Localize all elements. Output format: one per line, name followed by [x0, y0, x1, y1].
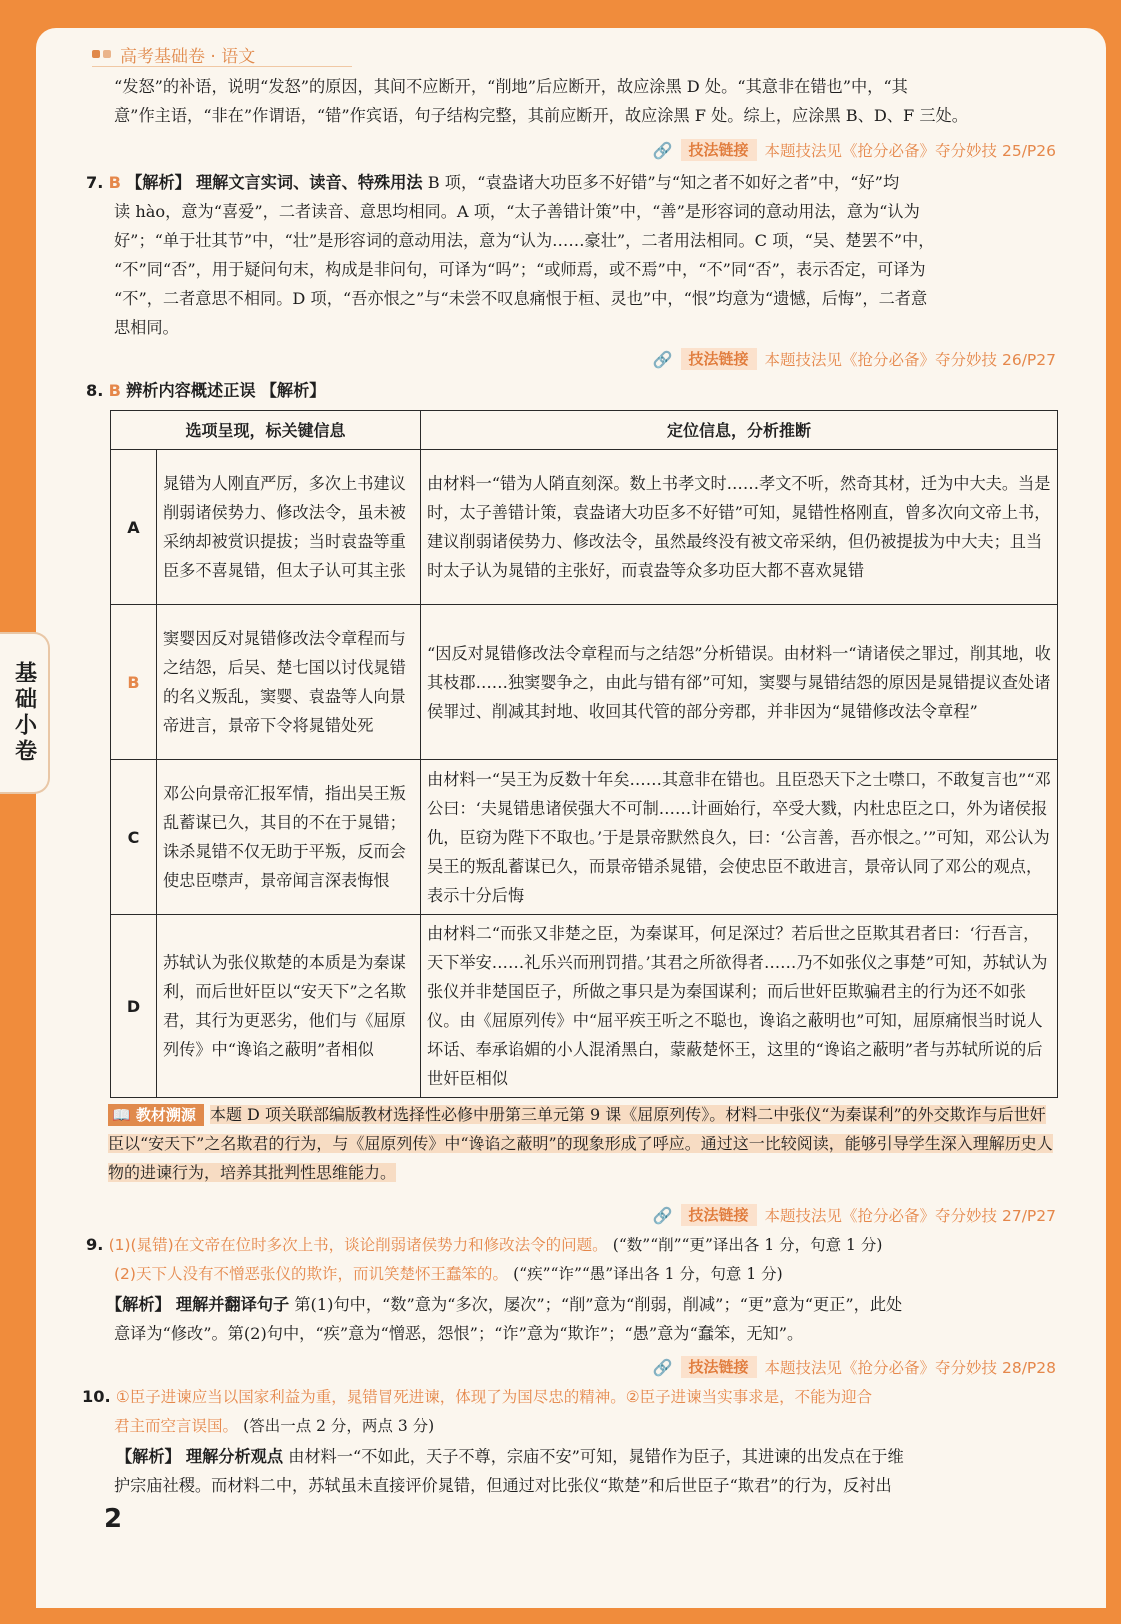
technique-link-4[interactable]: [653, 1356, 1056, 1378]
q9-answer-1: [86, 1230, 1076, 1260]
answer-letter: B: [108, 173, 121, 192]
answer-letter: B: [108, 381, 121, 400]
option-label: A: [111, 450, 157, 605]
table-row: [111, 760, 1058, 915]
answer-text: (1)(晁错)在文帝在位时多次上书，谈论削弱诸侯势力和修改法令的问题。: [108, 1236, 608, 1254]
analysis-topic: 辨析内容概述正误: [126, 381, 256, 400]
option-analysis: 由材料二“而张又非楚之臣，为秦谋耳，何足深过？若后世之臣欺其君者曰：‘行吾言，天下举安……礼乐兴而刑罚措。’其君之所欲得者……乃不如张仪之事楚”可知，苏轼认为张仪并非楚国臣子，所做之事只是为秦国谋利；而后世奸臣欺骗君主的行为还不如张仪。由《屈原列传》中“屈平疾王听之不聪也，谗谄之蔽明也”可知，屈原痛恨当时说人坏话、奉承谄媚的小人混淆黑白，蒙蔽楚怀王，这里的“谗谄之蔽明”者与苏轼所说的后世奸臣相似: [421, 915, 1058, 1098]
technique-link-1[interactable]: [653, 139, 1056, 161]
option-label: B: [111, 605, 157, 760]
option-label: D: [111, 915, 157, 1098]
intro-line-1: “发怒”的补语，说明“发怒”的原因，其间不应断开，“削地”后应断开，故应涂黑 D 处。“其意非在错也”中，“其: [114, 77, 908, 96]
q7-line-5: “不”，二者意思不相同。D 项，“吾亦恨之”与“未尝不叹息痛恨于桓、灵也”中，“恨”均意为“遗憾，后悔”，二者意: [114, 289, 928, 308]
analysis-label: 【解析】: [116, 1447, 181, 1466]
link-chain-icon: 🔗: [652, 1205, 673, 1225]
question-number: 8.: [86, 381, 104, 400]
option-analysis: 由材料一“错为人陗直刻深。数上书孝文时……孝文不听，然奇其材，迁为中大夫。当是时，太子善错计策，袁盎诸大功臣多不好错”可知，晁错性格刚直，曾多次向文帝上书，建议削弱诸侯势力、修改法令，虽然最终没有被文帝采纳，但仍被提拔为中大夫；且当时太子认为晁错的主张好，而袁盎等众多功臣大都不喜欢晁错: [421, 450, 1058, 605]
option-label: C: [111, 760, 157, 915]
question-number: 10.: [82, 1387, 111, 1406]
link-chain-icon: 🔗: [652, 140, 673, 160]
side-section-tab: 基础小卷: [0, 632, 50, 794]
q10-analysis-1: [116, 1442, 1066, 1471]
option-summary: 晁错为人刚直严厉，多次上书建议削弱诸侯势力、修改法令，虽未被采纳却被赏识提拔；当时袁盎等重臣多不喜晁错，但太子认可其主张: [157, 450, 421, 605]
q7-line-6: 思相同。: [114, 318, 179, 337]
technique-link-text: 本题技法见《抢分必备》夺分妙技 25/P26: [764, 142, 1056, 160]
q7-line-1: [86, 168, 1066, 197]
page-number: 2: [104, 1504, 123, 1534]
book-icon: 📖: [112, 1106, 131, 1124]
technique-link-tag: 技法链接: [681, 348, 757, 370]
textbook-source-label: 教材溯源: [135, 1106, 196, 1124]
table-row: [111, 450, 1058, 605]
link-chain-icon: 🔗: [652, 349, 673, 369]
score-note: (答出一点 2 分，两点 3 分): [243, 1417, 435, 1435]
textbook-source-text: 本题 D 项关联部编版教材选择性必修中册第三单元第 9 课《屈原列传》。材料二中张仪“为秦谋利”的外交欺诈与后世奸臣以“安天下”之名欺君的行为，与《屈原列传》中“谗谄之蔽明”的现象形成了呼应。通过这一比较阅读，能够引导学生深入理解历史人物的进谏行为，培养其批判性思维能力。: [108, 1105, 1053, 1182]
technique-link-text: 本题技法见《抢分必备》夺分妙技 26/P27: [764, 351, 1056, 369]
header-title: 高考基础卷 · 语文: [120, 47, 256, 67]
textbook-source-tag: [108, 1104, 204, 1126]
answer-text: ①臣子进谏应当以国家利益为重，晁错冒死进谏，体现了为国尽忠的精神。②臣子进谏当实事求是，不能为迎合: [115, 1388, 873, 1406]
q9-analysis-1: [106, 1290, 1056, 1319]
page: [36, 28, 1106, 1608]
q9-answer-2: [114, 1259, 1064, 1289]
header-divider: [92, 66, 352, 67]
q10-analysis-2: 护宗庙社稷。而材料二中，苏轼虽未直接评价晁错，但通过对比张仪“欺楚”和后世臣子“欺君”的行为，反衬出: [114, 1476, 892, 1495]
score-note: (“疾”“诈”“愚”译出各 1 分，句意 1 分): [513, 1265, 783, 1283]
option-summary: 窦婴因反对晁错修改法令章程而与之结怨，后吴、楚七国以讨伐晁错的名义叛乱，窦婴、袁盎等人向景帝进言，景帝下令将晁错处死: [157, 605, 421, 760]
question-number: 9.: [86, 1235, 104, 1254]
option-summary: 邓公向景帝汇报军情，指出吴王叛乱蓄谋已久，其目的不在于晁错；诛杀晁错不仅无助于平叛，反而会使忠臣噤声，景帝闻言深表悔恨: [157, 760, 421, 915]
q7-line-4: “不”同“否”，用于疑问句末，构成是非问句，可译为“吗”；“或师焉，或不焉”中，“不”同“否”，表示否定，可译为: [114, 260, 926, 279]
q10-answer-2: [114, 1411, 1064, 1441]
technique-link-text: 本题技法见《抢分必备》夺分妙技 27/P27: [764, 1207, 1056, 1225]
analysis-label: 【解析】: [106, 1295, 171, 1314]
textbook-source: [108, 1100, 1060, 1187]
option-analysis: “因反对晁错修改法令章程而与之结怨”分析错误。由材料一“请诸侯之罪过，削其地，收其枝郡……独窦婴争之，由此与错有郤”可知，窦婴与晁错结怨的原因是晁错提议查处诸侯罪过、削减其封地、收回其代管的部分旁郡，并非因为“晁错修改法令章程”: [421, 605, 1058, 760]
q7-line-2: 读 hào，意为“喜爱”，二者读音、意思均相同。A 项，“太子善错计策”中，“善”是形容词的意动用法，意为“认为: [114, 202, 920, 221]
technique-link-text: 本题技法见《抢分必备》夺分妙技 28/P28: [764, 1359, 1056, 1377]
technique-link-tag: 技法链接: [681, 139, 757, 161]
analysis-topic: 理解分析观点: [185, 1447, 284, 1466]
analysis-text: 由材料一“不如此，天子不尊，宗庙不安”可知，晁错作为臣子，其进谏的出发点在于维: [288, 1447, 904, 1466]
table-header-analysis: 定位信息，分析推断: [421, 411, 1058, 450]
intro-line-2: 意”作主语，“非在”作谓语，“错”作宾语，句子结构完整，其前应断开，故应涂黑 F 处。综上，应涂黑 B、D、F 三处。: [114, 106, 968, 125]
q7-line-3: 好”；“单于壮其节”中，“壮”是形容词的意动用法，意为“认为……豪壮”，二者用法相同。C 项，“吴、楚罢不”中，: [114, 231, 935, 250]
answer-text: 君主而空言误国。: [114, 1417, 239, 1435]
option-analysis: 由材料一“吴王为反数十年矣……其意非在错也。且臣恐天下之士噤口，不敢复言也”“邓公曰：‘夫晁错患诸侯强大不可制……计画始行，卒受大戮，内杜忠臣之口，外为诸侯报仇，臣窃为陛下不取也。’于是景帝默然良久，曰：‘公言善，吾亦恨之。’”可知，邓公认为吴王的叛乱蓄谋已久，而景帝错杀晁错，会使忠臣不敢进言，景帝认同了邓公的观点，表示十分后悔: [421, 760, 1058, 915]
score-note: (“数”“削”“更”译出各 1 分，句意 1 分): [612, 1236, 883, 1254]
link-chain-icon: 🔗: [652, 1357, 673, 1377]
analysis-text: 第(1)句中，“数”意为“多次，屡次”；“削”意为“削弱，削减”；“更”意为“更正”，此处: [294, 1295, 903, 1314]
answer-text: (2)天下人没有不憎恶张仪的欺诈，而讥笑楚怀王蠢笨的。: [114, 1265, 508, 1283]
analysis-label: 【解析】: [126, 173, 191, 192]
header-logo-icon: [92, 50, 114, 60]
q8-heading: [86, 376, 1066, 405]
table-header-options: 选项呈现，标关键信息: [111, 411, 421, 450]
option-summary: 苏轼认为张仪欺楚的本质是为秦谋利，而后世奸臣以“安天下”之名欺君，其行为更恶劣，他们与《屈原列传》中“谗谄之蔽明”者相似: [157, 915, 421, 1098]
technique-link-3[interactable]: [653, 1204, 1056, 1226]
q10-answer-1: [82, 1382, 1072, 1412]
table-row: [111, 605, 1058, 760]
analysis-topic: 理解并翻译句子: [175, 1295, 290, 1314]
page-header: [92, 42, 255, 67]
analysis-topic: 理解文言实词、读音、特殊用法: [195, 173, 423, 192]
q7-text-1: B 项，“袁盎诸大功臣多不好错”与“知之者不如好之者”中，“好”均: [427, 173, 900, 192]
technique-link-tag: 技法链接: [681, 1204, 757, 1226]
analysis-table: [110, 410, 1058, 1098]
question-number: 7.: [86, 173, 104, 192]
analysis-label: 【解析】: [260, 381, 326, 400]
technique-link-2[interactable]: [653, 348, 1056, 370]
technique-link-tag: 技法链接: [681, 1356, 757, 1378]
table-row: [111, 915, 1058, 1098]
q9-analysis-2: 意译为“修改”。第(2)句中，“疾”意为“憎恶，怨恨”；“诈”意为“欺诈”；“愚”意为“蠢笨，无知”。: [114, 1324, 804, 1343]
